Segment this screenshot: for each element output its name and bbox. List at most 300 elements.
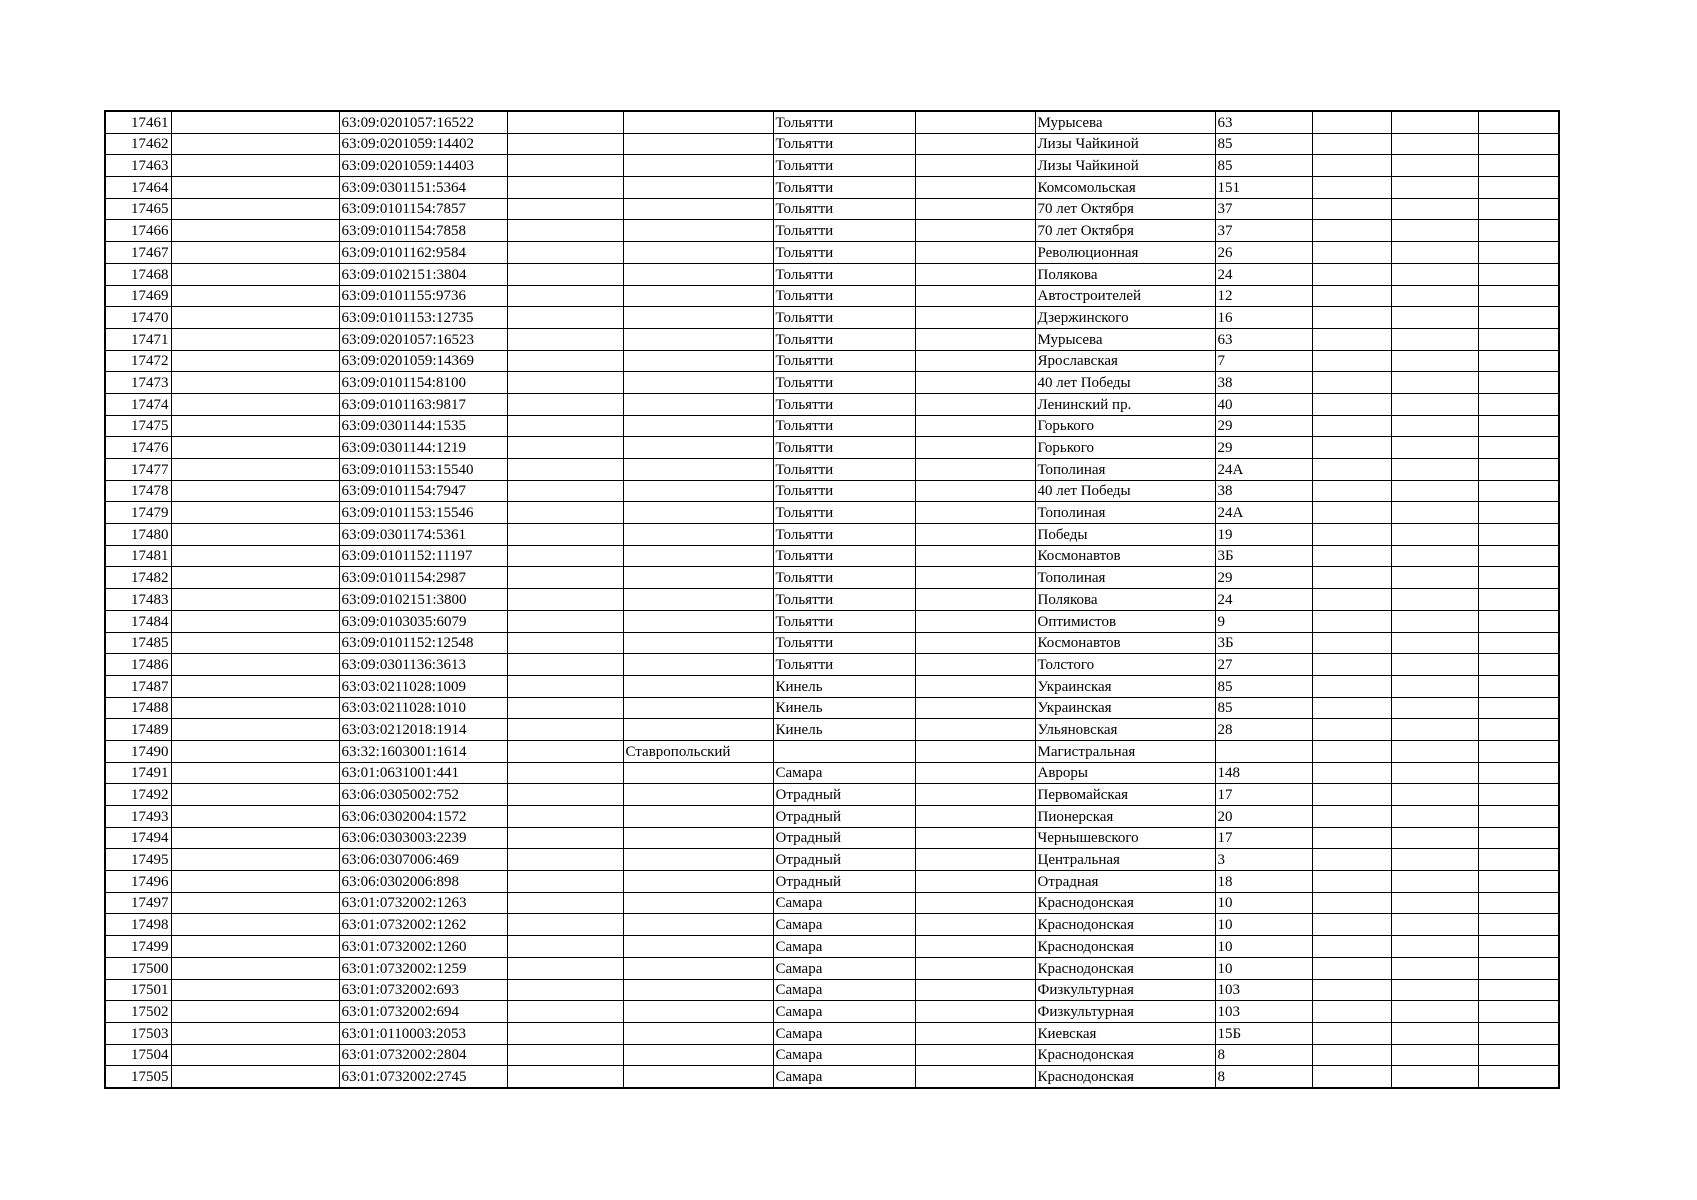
city-cell: Тольятти [773,242,915,264]
cadastral-number-cell: 63:01:0732002:1260 [339,936,507,958]
street-cell: Лизы Чайкиной [1035,133,1215,155]
table-row [105,784,1559,806]
empty-cell [1391,502,1478,524]
row-number-cell: 17486 [105,654,171,676]
empty-cell [171,480,339,502]
row-number-cell: 17496 [105,871,171,893]
district-cell [623,957,773,979]
district-cell [623,480,773,502]
table-row [105,307,1559,329]
empty-cell [1478,1022,1559,1044]
row-number-cell: 17469 [105,285,171,307]
empty-cell [1391,437,1478,459]
empty-cell [171,1066,339,1088]
street-cell: Революционная [1035,242,1215,264]
empty-cell [1391,784,1478,806]
cadastral-number-cell: 63:06:0307006:469 [339,849,507,871]
empty-cell [171,697,339,719]
empty-cell [915,849,1035,871]
street-cell: Космонавтов [1035,545,1215,567]
city-cell: Самара [773,936,915,958]
empty-cell [507,524,623,546]
table-row [105,697,1559,719]
cadastral-number-cell: 63:09:0101163:9817 [339,393,507,415]
cadastral-number-cell: 63:01:0732002:2745 [339,1066,507,1088]
empty-cell [507,675,623,697]
row-number-cell: 17479 [105,502,171,524]
empty-cell [915,827,1035,849]
empty-cell [507,871,623,893]
empty-cell [1312,892,1391,914]
row-number-cell: 17481 [105,545,171,567]
empty-cell [1391,480,1478,502]
district-cell [623,242,773,264]
house-number-cell: 151 [1215,177,1312,199]
empty-cell [1478,502,1559,524]
house-number-cell: 38 [1215,372,1312,394]
empty-cell [915,589,1035,611]
empty-cell [1312,437,1391,459]
empty-cell [915,307,1035,329]
street-cell: Ленинский пр. [1035,393,1215,415]
street-cell: Ульяновская [1035,719,1215,741]
empty-cell [1391,632,1478,654]
house-number-cell: 12 [1215,285,1312,307]
row-number-cell: 17503 [105,1022,171,1044]
district-cell [623,914,773,936]
empty-cell [915,285,1035,307]
row-number-cell: 17474 [105,393,171,415]
street-cell: Авроры [1035,762,1215,784]
empty-cell [915,914,1035,936]
district-cell [623,589,773,611]
house-number-cell: 85 [1215,675,1312,697]
empty-cell [1312,632,1391,654]
empty-cell [171,806,339,828]
empty-cell [1312,1066,1391,1088]
street-cell: 40 лет Победы [1035,480,1215,502]
row-number-cell: 17497 [105,892,171,914]
city-cell: Самара [773,957,915,979]
city-cell: Тольятти [773,328,915,350]
empty-cell [1391,827,1478,849]
house-number-cell: 17 [1215,784,1312,806]
city-cell: Отрадный [773,784,915,806]
district-cell [623,936,773,958]
empty-cell [1391,307,1478,329]
table-row [105,502,1559,524]
empty-cell [507,285,623,307]
table-row [105,806,1559,828]
district-cell: Ставропольский [623,740,773,762]
empty-cell [171,957,339,979]
table-row [105,177,1559,199]
house-number-cell: 20 [1215,806,1312,828]
table-row [105,740,1559,762]
empty-cell [915,524,1035,546]
empty-cell [1478,610,1559,632]
cadastral-number-cell: 63:03:0211028:1010 [339,697,507,719]
street-cell: Горького [1035,415,1215,437]
empty-cell [171,111,339,133]
empty-cell [1478,1001,1559,1023]
empty-cell [171,914,339,936]
cadastral-number-cell: 63:09:0101154:2987 [339,567,507,589]
district-cell [623,220,773,242]
empty-cell [1478,849,1559,871]
table-row [105,524,1559,546]
empty-cell [1478,784,1559,806]
street-cell: Толстого [1035,654,1215,676]
cadastral-number-cell: 63:01:0732002:694 [339,1001,507,1023]
row-number-cell: 17470 [105,307,171,329]
empty-cell [1312,610,1391,632]
house-number-cell: 17 [1215,827,1312,849]
empty-cell [171,654,339,676]
empty-cell [507,459,623,481]
table-row [105,328,1559,350]
city-cell: Тольятти [773,220,915,242]
table-row [105,285,1559,307]
city-cell: Самара [773,979,915,1001]
table-row [105,480,1559,502]
row-number-cell: 17478 [105,480,171,502]
cadastral-number-cell: 63:06:0302004:1572 [339,806,507,828]
street-cell: 70 лет Октября [1035,220,1215,242]
house-number-cell: 3 [1215,849,1312,871]
empty-cell [1478,567,1559,589]
city-cell: Отрадный [773,849,915,871]
empty-cell [171,372,339,394]
empty-cell [1391,849,1478,871]
empty-cell [1391,589,1478,611]
empty-cell [507,740,623,762]
cadastral-number-cell: 63:01:0732002:1263 [339,892,507,914]
empty-cell [1391,524,1478,546]
house-number-cell: 40 [1215,393,1312,415]
empty-cell [1478,155,1559,177]
empty-cell [1391,177,1478,199]
empty-cell [507,480,623,502]
cadastral-number-cell: 63:03:0211028:1009 [339,675,507,697]
street-cell: Ярославская [1035,350,1215,372]
empty-cell [1391,328,1478,350]
empty-cell [171,610,339,632]
empty-cell [1391,675,1478,697]
empty-cell [915,936,1035,958]
street-cell: Оптимистов [1035,610,1215,632]
cadastral-number-cell: 63:09:0301136:3613 [339,654,507,676]
cadastral-number-cell: 63:06:0303003:2239 [339,827,507,849]
empty-cell [915,892,1035,914]
table-row [105,567,1559,589]
district-cell [623,437,773,459]
district-cell [623,263,773,285]
empty-cell [1478,285,1559,307]
street-cell: Физкультурная [1035,979,1215,1001]
empty-cell [915,784,1035,806]
empty-cell [1391,1022,1478,1044]
table-row [105,871,1559,893]
city-cell: Тольятти [773,307,915,329]
house-number-cell: 26 [1215,242,1312,264]
cadastral-number-cell: 63:09:0101154:7858 [339,220,507,242]
house-number-cell: 148 [1215,762,1312,784]
empty-cell [507,719,623,741]
empty-cell [1391,263,1478,285]
empty-cell [915,1044,1035,1066]
cadastral-number-cell: 63:01:0110003:2053 [339,1022,507,1044]
row-number-cell: 17482 [105,567,171,589]
empty-cell [507,567,623,589]
table-row [105,242,1559,264]
empty-cell [915,133,1035,155]
empty-cell [507,372,623,394]
table-row [105,133,1559,155]
city-cell: Тольятти [773,350,915,372]
house-number-cell: 85 [1215,133,1312,155]
row-number-cell: 17472 [105,350,171,372]
house-number-cell: 10 [1215,936,1312,958]
empty-cell [1312,936,1391,958]
table-row [105,1066,1559,1088]
empty-cell [915,437,1035,459]
empty-cell [507,328,623,350]
city-cell: Отрадный [773,871,915,893]
empty-cell [1478,393,1559,415]
cadastral-number-cell: 63:01:0631001:441 [339,762,507,784]
row-number-cell: 17487 [105,675,171,697]
cadastral-number-cell: 63:01:0732002:1259 [339,957,507,979]
empty-cell [1391,654,1478,676]
empty-cell [507,177,623,199]
row-number-cell: 17485 [105,632,171,654]
cadastral-number-cell: 63:09:0101153:15546 [339,502,507,524]
empty-cell [1478,437,1559,459]
table-row [105,762,1559,784]
row-number-cell: 17501 [105,979,171,1001]
empty-cell [507,242,623,264]
empty-cell [915,220,1035,242]
empty-cell [171,827,339,849]
house-number-cell: 38 [1215,480,1312,502]
cadastral-number-cell: 63:01:0732002:2804 [339,1044,507,1066]
house-number-cell: 8 [1215,1044,1312,1066]
street-cell: Космонавтов [1035,632,1215,654]
district-cell [623,567,773,589]
empty-cell [1478,263,1559,285]
house-number-cell: 28 [1215,719,1312,741]
street-cell: Украинская [1035,697,1215,719]
empty-cell [1478,697,1559,719]
empty-cell [507,610,623,632]
empty-cell [915,177,1035,199]
district-cell [623,784,773,806]
empty-cell [507,589,623,611]
house-number-cell: 10 [1215,957,1312,979]
cadastral-number-cell: 63:09:0101154:7947 [339,480,507,502]
table-body [105,111,1559,1088]
district-cell [623,654,773,676]
empty-cell [1391,979,1478,1001]
empty-cell [507,307,623,329]
empty-cell [507,632,623,654]
empty-cell [915,762,1035,784]
empty-cell [1391,415,1478,437]
empty-cell [1478,1066,1559,1088]
row-number-cell: 17477 [105,459,171,481]
table-row [105,610,1559,632]
empty-cell [507,111,623,133]
house-number-cell: 85 [1215,697,1312,719]
table-row [105,654,1559,676]
empty-cell [915,415,1035,437]
house-number-cell: 18 [1215,871,1312,893]
empty-cell [1478,524,1559,546]
city-cell: Тольятти [773,285,915,307]
empty-cell [171,285,339,307]
empty-cell [1478,459,1559,481]
house-number-cell: 8 [1215,1066,1312,1088]
empty-cell [1478,372,1559,394]
row-number-cell: 17468 [105,263,171,285]
empty-cell [1312,762,1391,784]
empty-cell [1478,198,1559,220]
district-cell [623,675,773,697]
city-cell: Тольятти [773,502,915,524]
empty-cell [171,198,339,220]
street-cell: Пионерская [1035,806,1215,828]
empty-cell [1312,827,1391,849]
row-number-cell: 17462 [105,133,171,155]
empty-cell [171,589,339,611]
district-cell [623,177,773,199]
district-cell [623,806,773,828]
street-cell: Краснодонская [1035,1066,1215,1088]
city-cell: Тольятти [773,545,915,567]
district-cell [623,1022,773,1044]
empty-cell [915,198,1035,220]
empty-cell [507,133,623,155]
empty-cell [507,979,623,1001]
empty-cell [1312,502,1391,524]
empty-cell [1391,914,1478,936]
table-row [105,914,1559,936]
empty-cell [1478,675,1559,697]
empty-cell [1312,328,1391,350]
table-row [105,220,1559,242]
empty-cell [507,1044,623,1066]
district-cell [623,307,773,329]
empty-cell [915,155,1035,177]
cadastral-number-cell: 63:01:0732002:1262 [339,914,507,936]
district-cell [623,545,773,567]
empty-cell [171,675,339,697]
street-cell: Полякова [1035,263,1215,285]
row-number-cell: 17471 [105,328,171,350]
empty-cell [1478,871,1559,893]
table-row [105,415,1559,437]
row-number-cell: 17492 [105,784,171,806]
empty-cell [171,242,339,264]
empty-cell [1391,198,1478,220]
street-cell: Тополиная [1035,459,1215,481]
empty-cell [171,437,339,459]
empty-cell [1312,697,1391,719]
empty-cell [1391,393,1478,415]
table-row [105,936,1559,958]
empty-cell [171,459,339,481]
district-cell [623,415,773,437]
empty-cell [1391,459,1478,481]
empty-cell [1391,1001,1478,1023]
street-cell: Тополиная [1035,502,1215,524]
district-cell [623,697,773,719]
empty-cell [1312,675,1391,697]
empty-cell [915,393,1035,415]
empty-cell [1391,111,1478,133]
street-cell: Лизы Чайкиной [1035,155,1215,177]
empty-cell [1391,871,1478,893]
street-cell: Краснодонская [1035,957,1215,979]
empty-cell [1391,372,1478,394]
row-number-cell: 17465 [105,198,171,220]
empty-cell [1312,415,1391,437]
row-number-cell: 17463 [105,155,171,177]
cadastral-number-cell: 63:01:0732002:693 [339,979,507,1001]
empty-cell [1312,1001,1391,1023]
empty-cell [507,784,623,806]
empty-cell [1312,459,1391,481]
empty-cell [1312,155,1391,177]
table-row [105,1022,1559,1044]
empty-cell [171,415,339,437]
cadastral-number-cell: 63:09:0301151:5364 [339,177,507,199]
city-cell: Тольятти [773,654,915,676]
empty-cell [507,1001,623,1023]
street-cell: Центральная [1035,849,1215,871]
empty-cell [915,697,1035,719]
district-cell [623,892,773,914]
empty-cell [507,914,623,936]
house-number-cell: 37 [1215,198,1312,220]
empty-cell [1478,307,1559,329]
city-cell: Тольятти [773,111,915,133]
house-number-cell: 103 [1215,1001,1312,1023]
district-cell [623,827,773,849]
city-cell: Тольятти [773,263,915,285]
empty-cell [1312,719,1391,741]
table-row [105,632,1559,654]
empty-cell [507,849,623,871]
district-cell [623,133,773,155]
district-cell [623,372,773,394]
empty-cell [507,957,623,979]
empty-cell [915,675,1035,697]
street-cell: Магистральная [1035,740,1215,762]
empty-cell [1312,372,1391,394]
empty-cell [1478,632,1559,654]
table-row [105,545,1559,567]
cadastral-number-cell: 63:09:0301144:1535 [339,415,507,437]
empty-cell [1312,263,1391,285]
empty-cell [1478,936,1559,958]
empty-cell [171,1044,339,1066]
empty-cell [915,459,1035,481]
city-cell: Тольятти [773,372,915,394]
row-number-cell: 17464 [105,177,171,199]
house-number-cell: 24А [1215,459,1312,481]
